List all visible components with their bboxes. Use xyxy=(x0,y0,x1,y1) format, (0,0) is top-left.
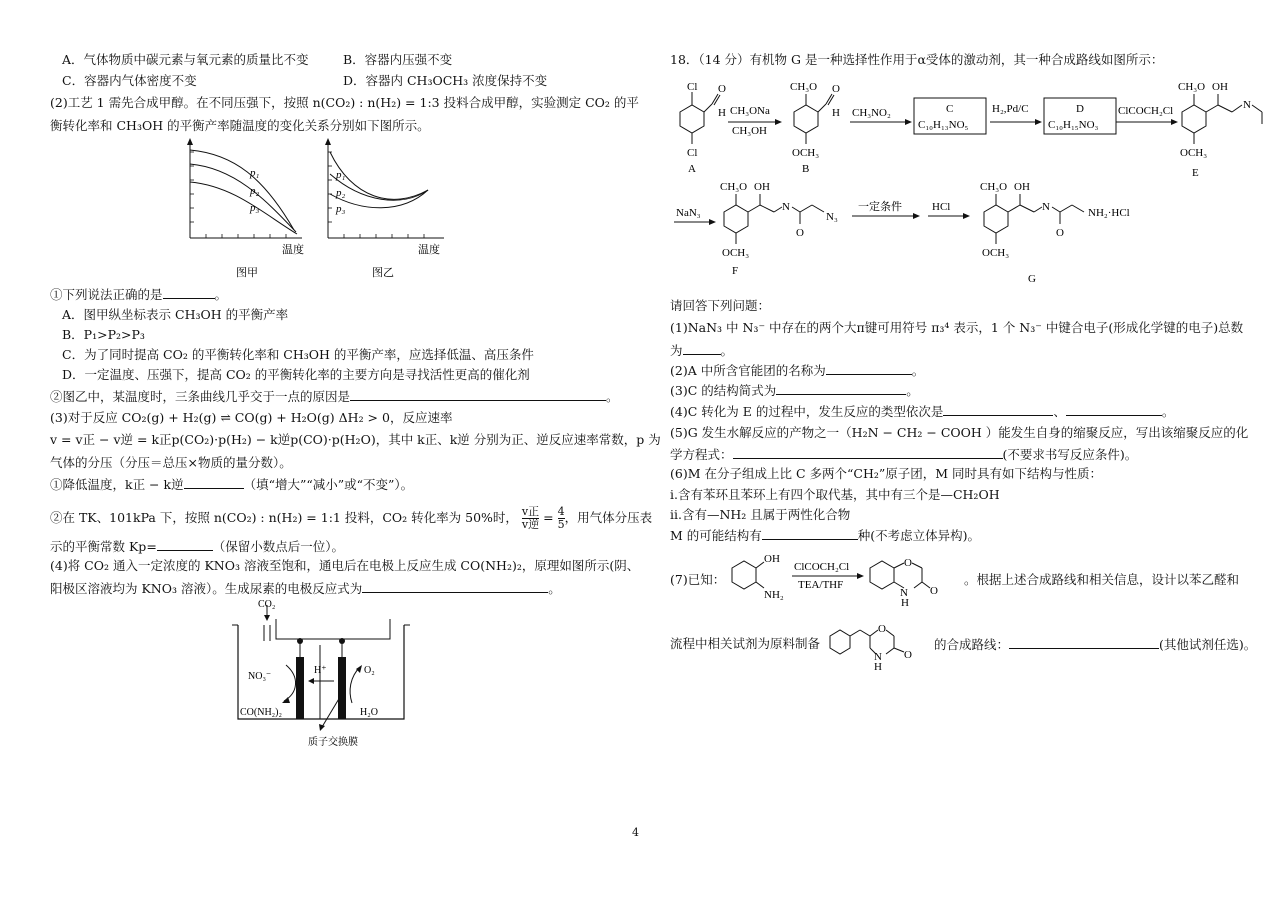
s6-line4 xyxy=(670,527,980,544)
target-O: O xyxy=(878,623,886,635)
G-CH3O: CH₃O xyxy=(980,181,1008,193)
s7-NH2: NH₂ xyxy=(764,589,784,601)
s5-c: (不要求书写反应条件)。 xyxy=(1002,447,1138,462)
answer-blank xyxy=(157,538,213,551)
s7-line1-tail: 。根据上述合成路线和相关信息，设计以苯乙醛和 xyxy=(964,572,1240,587)
s7-reaction xyxy=(720,548,970,608)
target-H: H xyxy=(874,661,882,672)
graph-yi xyxy=(322,138,452,283)
answer-blank xyxy=(184,476,244,489)
cell-membrane: 质子交换膜 xyxy=(308,737,358,748)
G-O: O xyxy=(1056,227,1064,239)
C-formula: C₁₀H₁₃NO₅ xyxy=(918,119,969,131)
q3-6-text: 示的平衡常数 Kp= xyxy=(50,539,157,554)
D-label: D xyxy=(1076,103,1084,115)
option-d: D．容器内 CH₃OCH₃ 浓度保持不变 xyxy=(343,73,548,88)
D-formula: C₁₀H₁₅NO₃ xyxy=(1048,119,1099,131)
A-H: H xyxy=(718,107,726,119)
s7-target xyxy=(824,612,934,672)
q3-line5 xyxy=(50,506,652,531)
jia-p2: p₂ xyxy=(250,185,260,197)
q3-4-hint: （填“增大”“减小”或“不变”）。 xyxy=(243,477,414,492)
frac-eq: = xyxy=(543,510,554,525)
s5-line2 xyxy=(670,446,1137,463)
s7-H: H xyxy=(901,597,909,608)
answer-blank xyxy=(1009,636,1159,649)
graph-jia xyxy=(184,138,309,283)
reagent7: HCl xyxy=(932,201,951,213)
reagent1-bot: CH₃OH xyxy=(732,125,768,137)
target-N: N xyxy=(874,651,882,663)
q2-1: ①下列说法正确的是 。 xyxy=(50,287,228,302)
jia-p1: p₁ xyxy=(250,167,260,179)
s1-line1: (1)NaN₃ 中 N₃⁻ 中存在的两个大π键可用符号 π₃⁴ 表示，1 个 N₃⁻ 中键合电子(形成化学键的电子)总数 xyxy=(670,320,1244,335)
option-c: C．容器内气体密度不变 xyxy=(62,73,197,88)
label-E: E xyxy=(1192,167,1199,179)
G-N: N xyxy=(1042,201,1050,213)
label-G: G xyxy=(1028,273,1036,285)
reagent2: CH₃NO₂ xyxy=(852,107,891,119)
s7-N: N xyxy=(900,587,908,599)
answer-blank xyxy=(762,527,858,540)
answer-blank xyxy=(163,286,215,299)
option-b: B．容器内压强不变 xyxy=(343,52,453,67)
cell-o2: O₂ xyxy=(364,665,375,676)
target-O2: O xyxy=(904,649,912,661)
ask-line: 请回答下列问题： xyxy=(670,298,771,313)
val-num: 4 xyxy=(557,505,565,518)
yi-p1: p₁ xyxy=(336,169,346,181)
G-OH: OH xyxy=(1014,181,1030,193)
s4: (4)C 转化为 E 的过程中，发生反应的类型依次是 、 。 xyxy=(670,404,1175,419)
F-OH: OH xyxy=(754,181,770,193)
q3-line3: 气体的分压（分压＝总压×物质的量分数）。 xyxy=(50,455,292,470)
reagent3: H₂,Pd/C xyxy=(992,103,1029,115)
E-CH3O: CH₃O xyxy=(1178,81,1206,93)
F-OCH3: OCH₃ xyxy=(722,247,750,259)
cell-co2: CO₂ xyxy=(258,599,276,610)
label-B: B xyxy=(802,163,810,175)
s7-e: (其他试剂任选)。 xyxy=(1159,637,1257,652)
s3: (3)C 的结构简式为 。 xyxy=(670,383,919,398)
answer-blank xyxy=(943,403,1053,416)
page-number: 4 xyxy=(632,826,639,839)
q2-1-d: D．一定温度、压强下，提高 CO₂ 的平衡转化率的主要方向是寻找活性更高的催化剂 xyxy=(62,367,530,382)
q4-2-text: 阳极区溶液均为 KNO₃ 溶液）。生成尿素的电极反应式为 xyxy=(50,581,363,596)
yi-xlabel: 温度 xyxy=(418,244,440,256)
B-CH3O: CH₃O xyxy=(790,81,818,93)
s1-b: 为 xyxy=(670,343,683,358)
s6-line2: i.含有苯环且苯环上有四个取代基，其中有三个是—CH₂OH xyxy=(670,487,1000,502)
s2-text: (2)A 中所含官能团的名称为 xyxy=(670,363,826,378)
s7-line2-tail xyxy=(934,636,1256,653)
answer-blank xyxy=(362,580,548,593)
jia-caption: 图甲 xyxy=(236,267,258,279)
A-Cl-top: Cl xyxy=(687,81,698,93)
s7-d: 的合成路线： xyxy=(934,637,1010,652)
answer-blank xyxy=(350,388,606,401)
B-H: H xyxy=(832,107,840,119)
E-N: N xyxy=(1243,99,1251,111)
s6-e: 种(不考虑立体异构)。 xyxy=(857,528,981,543)
q3-4-text: ①降低温度，k正 − k逆 xyxy=(50,477,184,492)
label-F: F xyxy=(732,265,739,277)
cell-hplus: H⁺ xyxy=(314,665,327,676)
q2-1-c: C．为了同时提高 CO₂ 的平衡转化率和 CH₃OH 的平衡产率，应选择低温、高压条件 xyxy=(62,347,534,362)
cell-h2o: H₂O xyxy=(360,707,378,718)
s7-reag-bot: TEA/THF xyxy=(798,579,844,591)
reagent5: NaN₃ xyxy=(676,207,701,219)
s3-text: (3)C 的结构简式为 xyxy=(670,383,777,398)
reagent4: ClCOCH₂Cl xyxy=(1118,105,1174,117)
option-a: A．气体物质中碳元素与氧元素的质量比不变 xyxy=(62,52,309,67)
s6-d: M 的可能结构有 xyxy=(670,528,762,543)
jia-xlabel: 温度 xyxy=(282,244,304,256)
frac-den: v逆 xyxy=(521,518,540,531)
G-NH2HCl: NH₂·HCl xyxy=(1088,207,1130,219)
answer-blank xyxy=(776,382,906,395)
s7-O2: O xyxy=(930,585,938,597)
answer-blank xyxy=(826,362,912,375)
q2-1-a: A．图甲纵坐标表示 CH₃OH 的平衡产率 xyxy=(62,307,289,322)
electrolysis-cell xyxy=(230,597,470,752)
q3-line1: (3)对于反应 CO₂(g) + H₂(g) ⇌ CO(g) + H₂O(g) ΔH₂ > 0，反应速率 xyxy=(50,410,453,425)
q3-line2: v = v正 − v逆 = k正p(CO₂)·p(H₂) − k逆p(CO)·p(H₂O)，其中 k正、k逆 分别为正、逆反应速率常数，p 为 xyxy=(50,432,661,447)
q4-line2: 阳极区溶液均为 KNO₃ 溶液）。生成尿素的电极反应式为 。 xyxy=(50,581,561,596)
answer-blank xyxy=(683,342,721,355)
q2-1-text: ①下列说法正确的是 xyxy=(50,287,163,302)
s7-line1-label: (7)已知： xyxy=(670,572,726,587)
cell-no3: NO₃⁻ xyxy=(248,671,272,682)
B-OCH3: OCH₃ xyxy=(792,147,820,159)
F-N: N xyxy=(782,201,790,213)
reagent6: 一定条件 xyxy=(858,201,902,213)
frac-num: v正 xyxy=(521,505,540,518)
s6-line1: (6)M 在分子组成上比 C 多两个“CH₂”原子团，M 同时具有如下结构与性质： xyxy=(670,466,1103,481)
E-OH: OH xyxy=(1212,81,1228,93)
F-CH3O: CH₃O xyxy=(720,181,748,193)
yi-caption: 图乙 xyxy=(372,267,394,279)
yi-p3: p₃ xyxy=(336,203,346,215)
q2-1-b: B．P₁>P₂>P₃ xyxy=(62,327,145,342)
C-label: C xyxy=(946,103,954,115)
s6-line3: ii.含有—NH₂ 且属于两性化合物 xyxy=(670,507,851,522)
reagent1-top: CH₃ONa xyxy=(730,105,770,117)
E-OCH3: OCH₃ xyxy=(1180,147,1208,159)
answer-blank xyxy=(733,446,1003,459)
s7-line2: 流程中相关试剂为原料制备 xyxy=(670,636,821,651)
q3-5-text: ②在 TK、101kPa 下，按照 n(CO₂) : n(H₂) = 1:1 投料，CO₂ 转化率为 50%时， xyxy=(50,510,518,525)
label-A: A xyxy=(688,163,696,175)
q2-2: ②图乙中，某温度时，三条曲线几乎交于一点的原因是 。 xyxy=(50,389,619,404)
F-N3: N₃ xyxy=(826,211,838,223)
G-OCH3: OCH₃ xyxy=(982,247,1010,259)
A-Cl-bot: Cl xyxy=(687,147,698,159)
answer-blank xyxy=(1066,403,1162,416)
s5-line1: (5)G 发生水解反应的产物之一（H₂N − CH₂ − COOH ）能发生自身的缩聚反应，写出该缩聚反应的化 xyxy=(670,425,1249,440)
q3-line6 xyxy=(50,538,344,555)
yi-p2: p₂ xyxy=(336,187,346,199)
q2-2-text: ②图乙中，某温度时，三条曲线几乎交于一点的原因是 xyxy=(50,389,351,404)
s2: (2)A 中所含官能团的名称为 。 xyxy=(670,363,925,378)
s7-OH: OH xyxy=(764,553,780,565)
synthesis-route xyxy=(666,70,1266,290)
jia-p3: p₃ xyxy=(250,202,260,214)
q2-intro-line1: (2)工艺 1 需先合成甲醇。在不同压强下，按照 n(CO₂) : n(H₂) = 1:3 投料合成甲醇，实验测定 CO₂ 的平 xyxy=(50,95,639,110)
q3-line4 xyxy=(50,476,413,493)
s1-line2: 为 。 xyxy=(670,343,734,358)
s7-reag-top: ClCOCH₂Cl xyxy=(794,561,850,573)
s5-b: 学方程式： xyxy=(670,447,733,462)
q4-line1: (4)将 CO₂ 通入一定浓度的 KNO₃ 溶液至饱和，通电后在电极上反应生成 CO(NH₂)₂，原理如图所示(阴、 xyxy=(50,558,640,573)
F-O: O xyxy=(796,227,804,239)
B-O: O xyxy=(832,83,840,95)
q18-title: 18．（14 分）有机物 G 是一种选择性作用于α受体的激动剂，其一种合成路线如图所示： xyxy=(670,52,1164,67)
s4-text: (4)C 转化为 E 的过程中，发生反应的类型依次是 xyxy=(670,404,944,419)
s7-O: O xyxy=(904,557,912,569)
A-O: O xyxy=(718,83,726,95)
q3-5-tail: ，用气体分压表 xyxy=(564,510,653,525)
cell-urea: CO(NH₂)₂ xyxy=(240,707,282,718)
val-den: 5 xyxy=(557,518,565,531)
q2-intro-line2: 衡转化率和 CH₃OH 的平衡产率随温度的变化关系分别如下图所示。 xyxy=(50,118,430,133)
q3-6-tail: （保留小数点后一位）。 xyxy=(212,539,345,554)
